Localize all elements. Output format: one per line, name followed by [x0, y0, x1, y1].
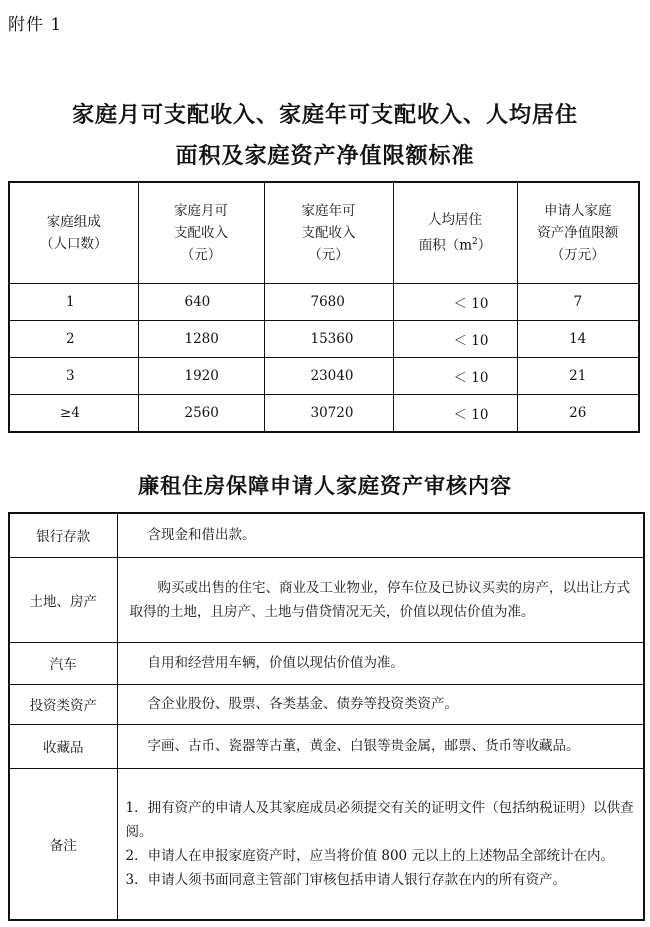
- table-row: [9, 642, 644, 684]
- row-value: 自用和经营用车辆，价值以现估价值为准。: [117, 642, 644, 684]
- row-key: 投资类资产: [9, 684, 117, 724]
- cell-area: ＜ 10: [393, 321, 517, 358]
- cell-monthly: 1920: [138, 358, 264, 395]
- cell-assets: 7: [517, 284, 639, 321]
- cell-assets: 26: [517, 395, 639, 433]
- row-key: 银行存款: [9, 513, 117, 557]
- cell-people: 1: [9, 284, 138, 321]
- table-row: [9, 684, 644, 724]
- cell-people: 3: [9, 358, 138, 395]
- header-asset-limit: 申请人家庭 资产净值限额 （万元）: [517, 182, 639, 284]
- row-key: 土地、房产: [9, 557, 117, 642]
- table-row: [9, 724, 644, 768]
- header-monthly-income: 家庭月可 支配收入 （元）: [138, 182, 264, 284]
- main-title-line2: 面积及家庭资产净值限额标准: [175, 143, 475, 169]
- asset-review-table: [8, 512, 645, 921]
- table-row: [9, 513, 644, 557]
- row-value: 购买或出售的住宅、商业及工业物业，停车位及已协议买卖的房产，以出让方式取得的土地，且房产、土地与借贷情况无关，价值以现估价值为准。: [117, 557, 644, 642]
- note-item: 3．申请人须书面同意主管部门审核包括申请人银行存款在内的所有资产。: [125, 871, 567, 888]
- notes-cell: [117, 768, 644, 920]
- row-value: 字画、古币、瓷器等古董，黄金、白银等贵金属，邮票、货币等收藏品。: [117, 724, 644, 768]
- table-row: [9, 557, 644, 642]
- table-row: [9, 284, 639, 321]
- cell-area: ＜ 10: [393, 395, 517, 433]
- main-title-line1: 家庭月可支配收入、家庭年可支配收入、人均居住: [71, 102, 578, 128]
- header-household-size: 家庭组成 （人口数）: [9, 182, 138, 284]
- cell-area: ＜ 10: [393, 358, 517, 395]
- cell-annual: 15360: [264, 321, 393, 358]
- table-header-row: [9, 182, 639, 284]
- cell-people: ≥4: [9, 395, 138, 433]
- cell-monthly: 640: [138, 284, 264, 321]
- note-item: 1．拥有资产的申请人及其家庭成员必须提交有关的证明文件（包括纳税证明）以供查阅。: [125, 799, 634, 840]
- cell-monthly: 1280: [138, 321, 264, 358]
- table-row: [9, 768, 644, 920]
- table-row: [9, 358, 639, 395]
- row-key: 汽车: [9, 642, 117, 684]
- cell-annual: 30720: [264, 395, 393, 433]
- note-item: 2．申请人在申报家庭资产时，应当将价值 800 元以上的上述物品全部统计在内。: [125, 847, 614, 864]
- attachment-label: 附件 1: [8, 15, 63, 35]
- cell-assets: 21: [517, 358, 639, 395]
- table-row: [9, 395, 639, 433]
- cell-annual: 7680: [264, 284, 393, 321]
- table-row: [9, 321, 639, 358]
- cell-area: ＜ 10: [393, 284, 517, 321]
- row-value: 含企业股份、股票、各类基金、债券等投资类资产。: [117, 684, 644, 724]
- notes-key: 备注: [9, 768, 117, 920]
- cell-people: 2: [9, 321, 138, 358]
- section-title-asset-review: 廉租住房保障申请人家庭资产审核内容: [138, 473, 512, 498]
- row-key: 收藏品: [9, 724, 117, 768]
- cell-assets: 14: [517, 321, 639, 358]
- header-annual-income: 家庭年可 支配收入 （元）: [264, 182, 393, 284]
- cell-monthly: 2560: [138, 395, 264, 433]
- row-value: 含现金和借出款。: [117, 513, 644, 557]
- header-living-area: 人均居住 面积$(m^2)$: [393, 182, 517, 284]
- cell-annual: 23040: [264, 358, 393, 395]
- income-standards-table: [8, 181, 640, 433]
